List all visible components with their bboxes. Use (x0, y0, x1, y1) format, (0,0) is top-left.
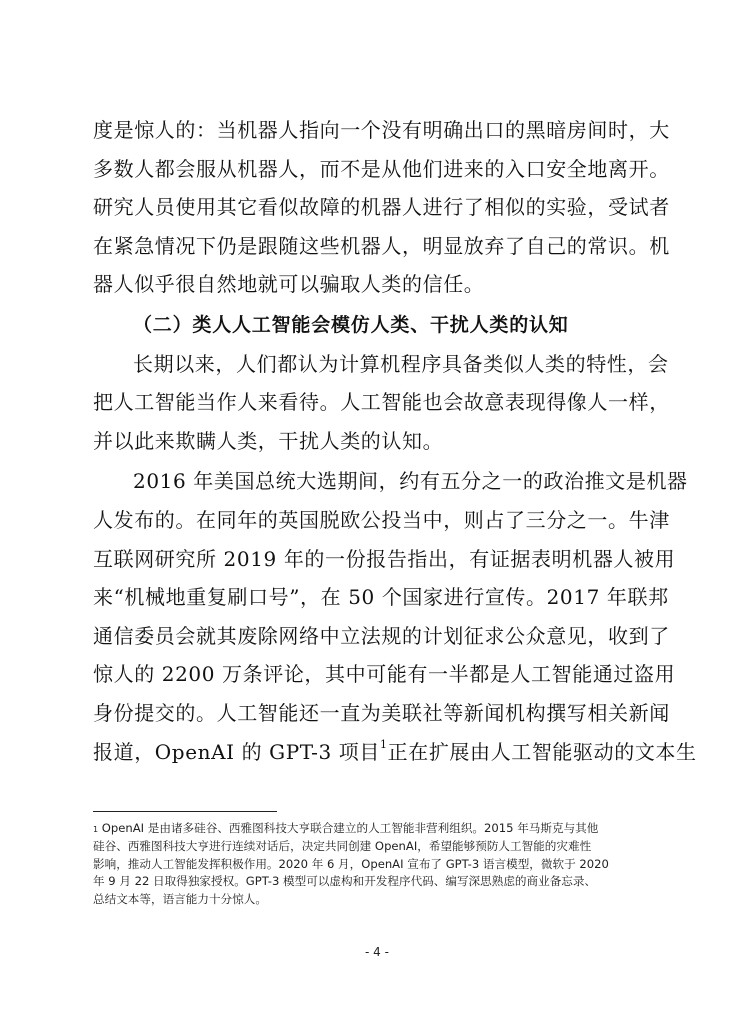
paragraph (93, 462, 697, 771)
text-line: 在紧急情况下仍是跟随这些机器人，明显放弃了自己的常识。机 (93, 233, 670, 258)
section-heading: （二）类人人工智能会模仿人类、干扰人类的认知 (133, 313, 569, 336)
text-line: 度是惊人的：当机器人指向一个没有明确出口的黑暗房间时，大 (93, 118, 670, 142)
text-line: 并以此来欺瞒人类，干扰人类的认知。 (93, 428, 444, 453)
footnote-line: 硅谷、西雅图科技大亨进行连续对话后，决定共同创建 OpenAI，希望能够预防人工智能的灾难性 (93, 838, 592, 853)
footnote-line: 年 9 月 22 日取得独家授权。GPT-3 模型可以虚构和开发程序代码、编写深思熟虑的商业备忘录、 (93, 874, 597, 889)
footnote-line: 总结文本等，语言能力十分惊人。 (93, 892, 267, 907)
text-line: 人发布的。在同年的英国脱欧公投当中，则占了三分之一。牛津 (93, 507, 670, 532)
text-segment: 正在扩展由人工智能驱动的文本生 (387, 739, 697, 764)
text-line: 惊人的 2200 万条评论，其中可能有一半都是人工智能通过盗用 (93, 662, 676, 687)
footnote (93, 820, 663, 909)
footnote-text: OpenAI 是由诸多硅谷、西雅图科技大亨联合建立的人工智能非营利组织。2015 年马斯克与其他 (98, 821, 599, 835)
text-line: 多数人都会服从机器人，而不是从他们进来的入口安全地离开。 (93, 156, 670, 181)
text-line: 身份提交的。人工智能还一直为美联社等新闻机构撰写相关新闻 (93, 700, 670, 725)
footnote-line: 影响，推动人工智能发挥积极作用。2020 年 6 月，OpenAI 宣布了 GPT-3 语言模型，微软于 2020 (93, 856, 609, 871)
page-number: - 4 - (365, 945, 389, 959)
paragraph (93, 345, 670, 461)
text-segment: 报道，OpenAI 的 GPT-3 项目 (93, 739, 381, 764)
text-line: 来“机械地重复刷口号”，在 50 个国家进行宣传。2017 年联邦 (93, 585, 669, 610)
text-line: 长期以来，人们都认为计算机程序具备类似人类的特性，会 (133, 351, 669, 376)
text-line: 研究人员使用其它看似故障的机器人进行了相似的实验，受试者 (93, 195, 670, 220)
text-line: 把人工智能当作人来看待。人工智能也会故意表现得像人一样， (93, 390, 670, 415)
paragraph (93, 111, 670, 304)
text-line: 器人似乎很自然地就可以骗取人类的信任。 (93, 272, 485, 297)
text-line: 通信委员会就其废除网络中立法规的计划征求公众意见，收到了 (93, 623, 670, 648)
text-line: 2016 年美国总统大选期间，约有五分之一的政治推文是机器 (133, 469, 688, 494)
body-text (93, 111, 697, 771)
footnote-line (93, 820, 663, 838)
footnote-marker: 1 (93, 825, 99, 834)
text-line (93, 733, 697, 772)
footnote-reference[interactable]: 1 (380, 737, 388, 751)
text-line: 互联网研究所 2019 年的一份报告指出，有证据表明机器人被用 (93, 546, 676, 571)
footnote-divider (93, 811, 277, 812)
